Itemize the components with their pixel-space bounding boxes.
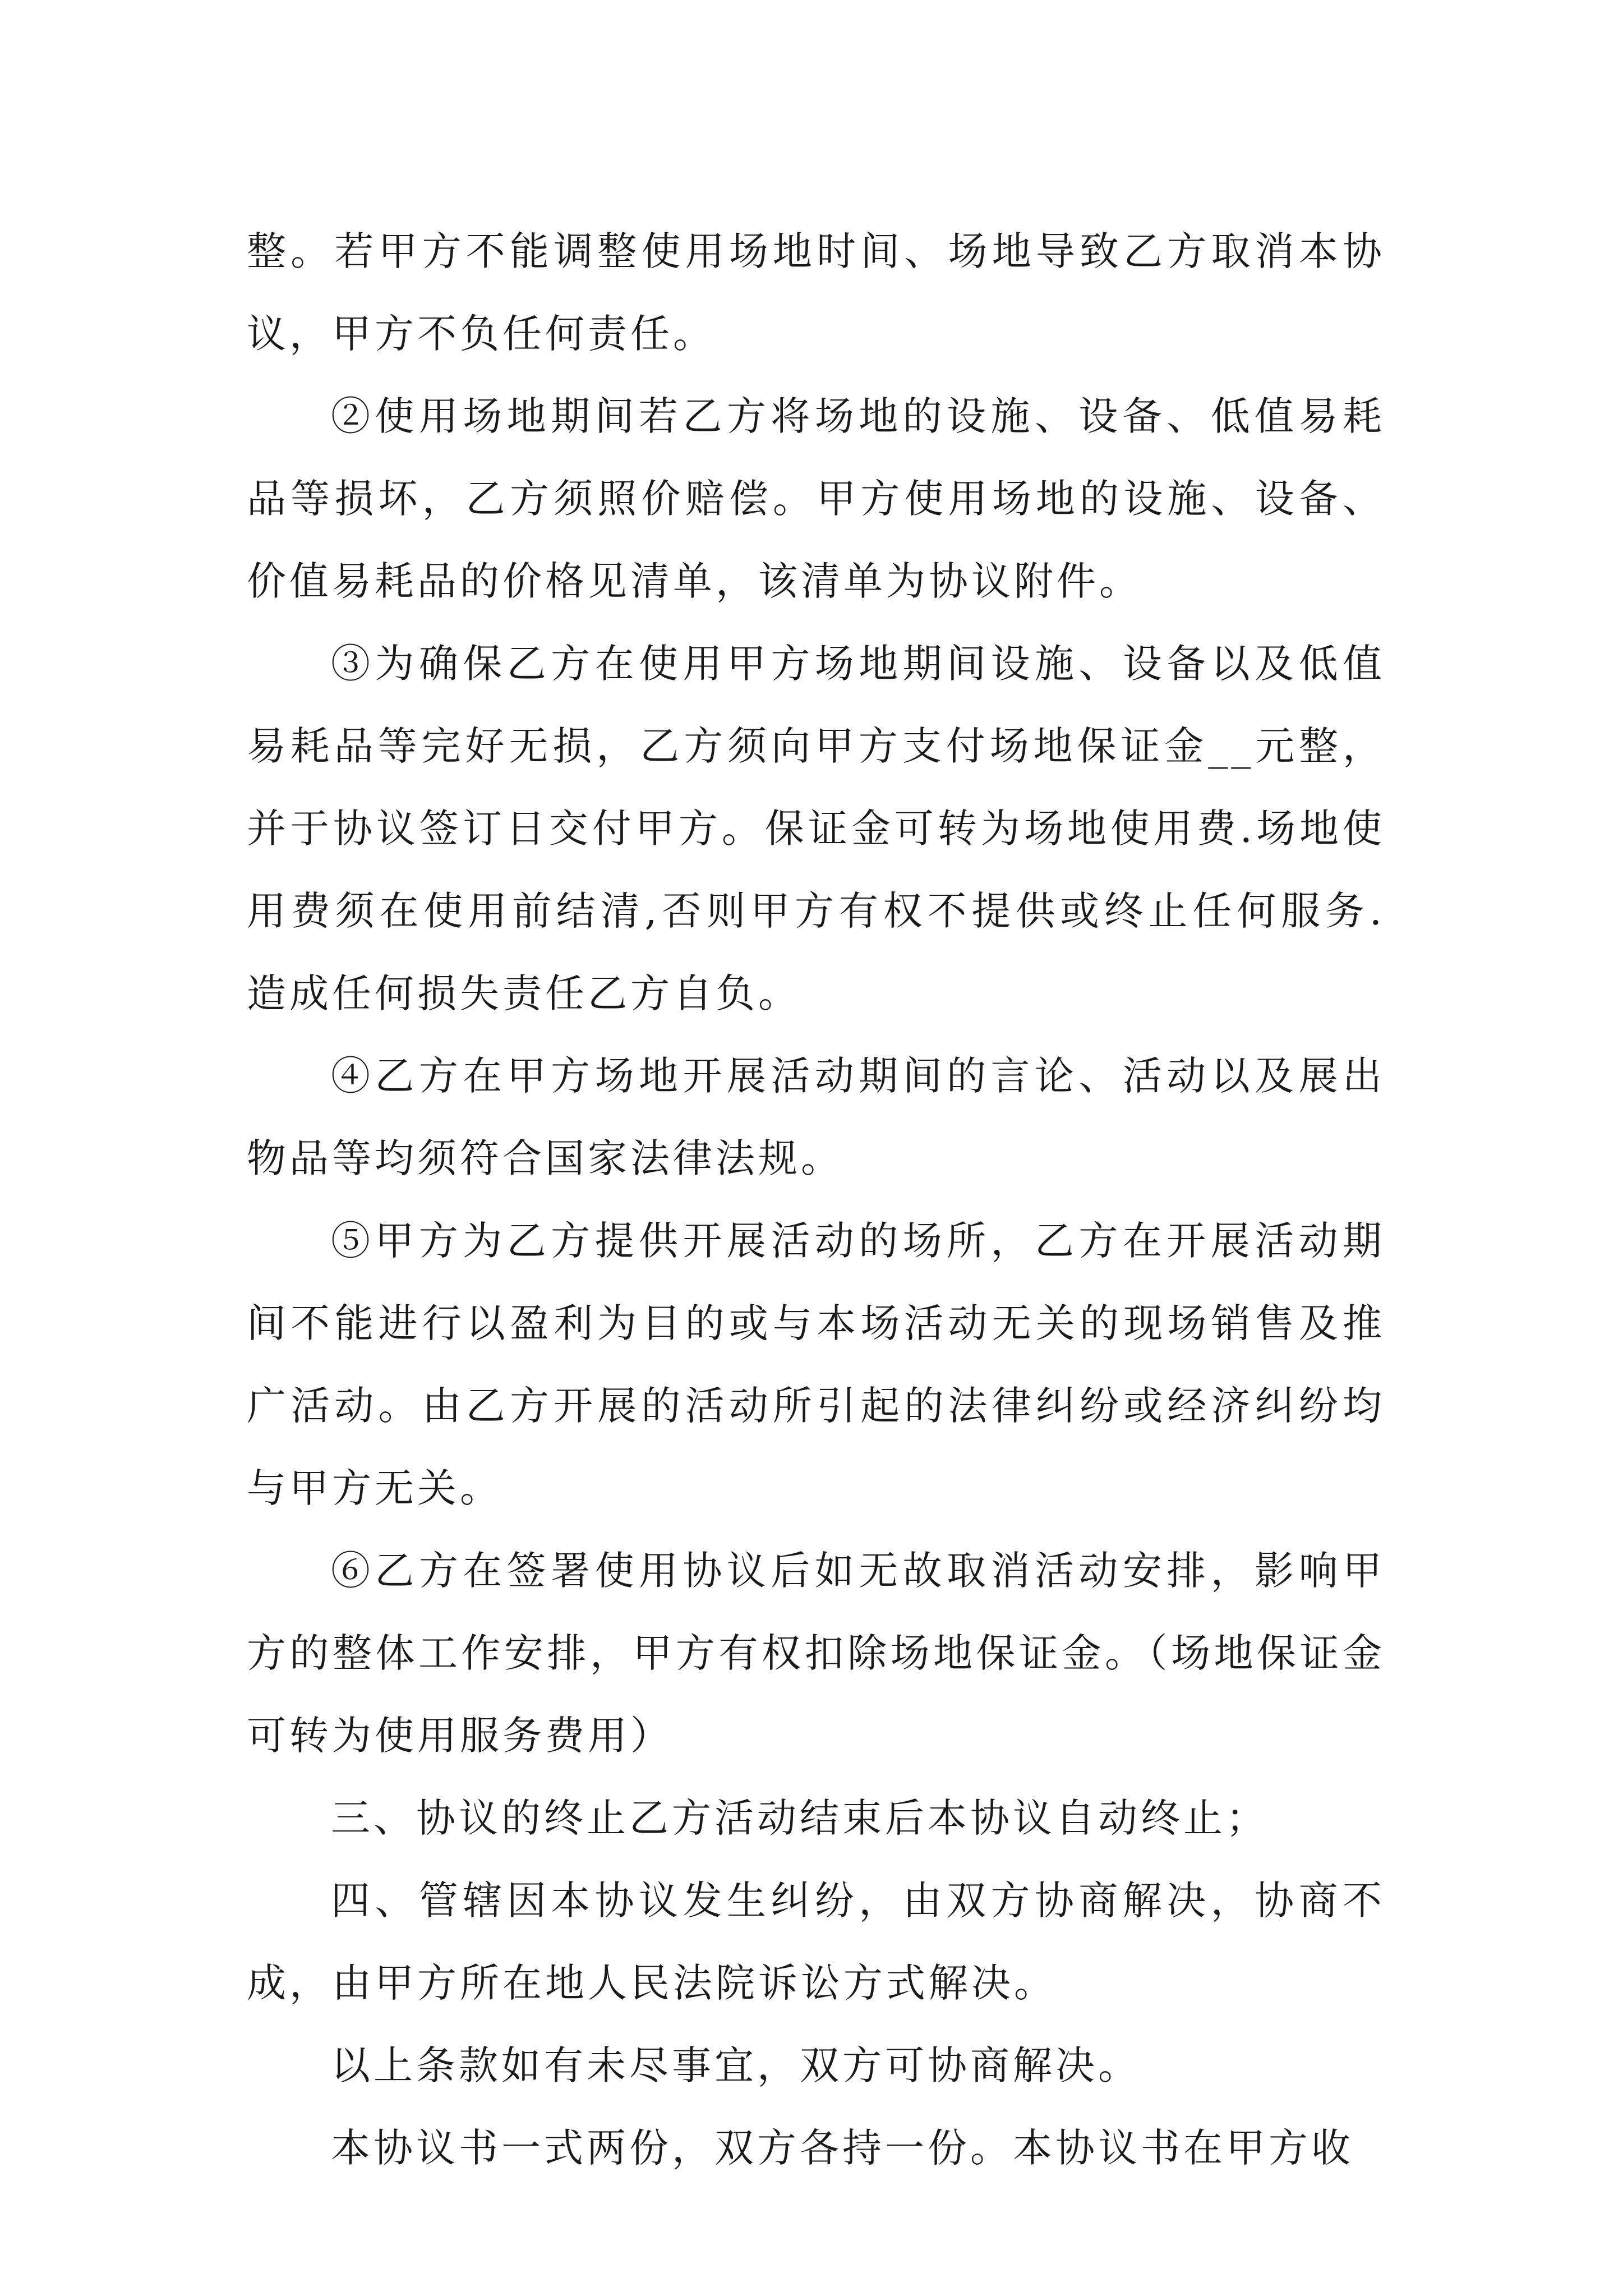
paragraph-unresolved-matters: 以上条款如有未尽事宜，双方可协商解决。: [331, 2042, 1141, 2088]
section-4-jurisdiction: 四、管辖因本协议发生纠纷，由双方协商解决，协商不成，由甲方所在地人民法院诉讼方式解决。: [247, 1878, 1385, 2006]
document-body: [247, 210, 1385, 2189]
section-3-termination: 三、协议的终止乙方活动结束后本协议自动终止；: [331, 1795, 1269, 1841]
clause-6-cancellation: ⑥乙方在签署使用协议后如无故取消活动安排，影响甲方的整体工作安排，甲方有权扣除场地保证金。（场地保证金可转为使用服务费用）: [247, 1548, 1385, 1759]
paragraph-continuation: 整。若甲方不能调整使用场地时间、场地导致乙方取消本协议，甲方不负任何责任。: [247, 228, 1385, 357]
clause-5-no-profit-activities: ⑤甲方为乙方提供开展活动的场所，乙方在开展活动期间不能进行以盈利为目的或与本场活动无关的现场销售及推广活动。由乙方开展的活动所引起的法律纠纷或经济纠纷均与甲方无关。: [247, 1218, 1385, 1511]
clause-3-deposit: ③为确保乙方在使用甲方场地期间设施、设备以及低值易耗品等完好无损，乙方须向甲方支付场地保证金__元整，并于协议签订日交付甲方。保证金可转为场地使用费.场地使用费须在使用前结清,否则甲方有权不提供或终止任何服务.造成任何损失责任乙方自负。: [247, 641, 1385, 1016]
paragraph-copies: 本协议书一式两份，双方各持一份。本协议书在甲方收: [331, 2125, 1354, 2171]
clause-2-damage-compensation: ②使用场地期间若乙方将场地的设施、设备、低值易耗品等损坏，乙方须照价赔偿。甲方使用场地的设施、设备、价值易耗品的价格见清单，该清单为协议附件。: [247, 393, 1385, 604]
clause-4-legal-compliance: ④乙方在甲方场地开展活动期间的言论、活动以及展出物品等均须符合国家法律法规。: [247, 1053, 1385, 1181]
